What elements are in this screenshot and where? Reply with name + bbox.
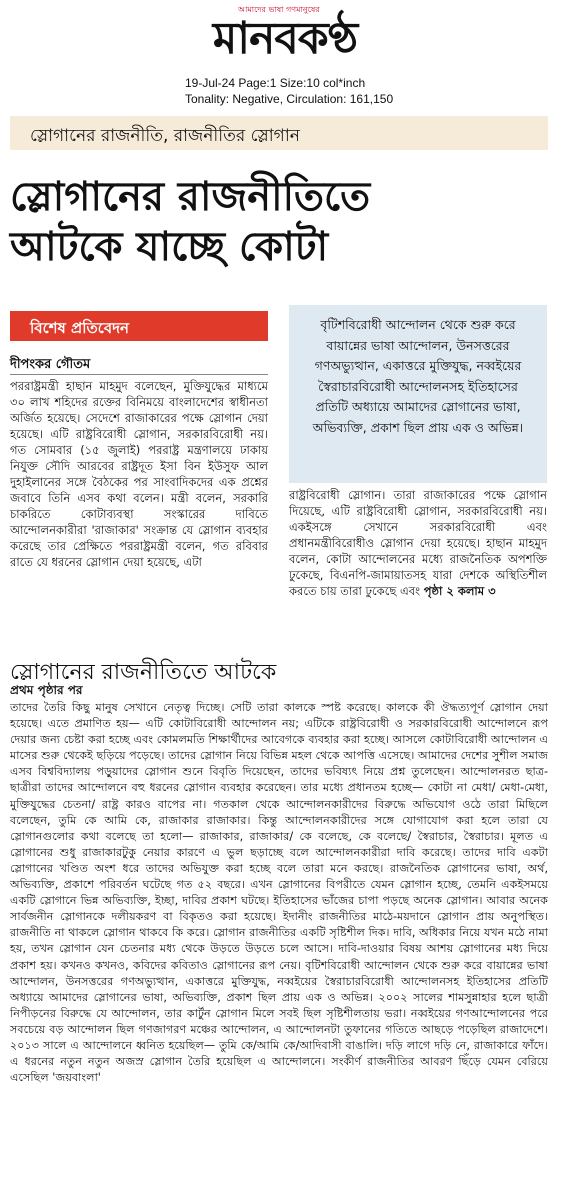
pull-quote-box xyxy=(289,305,547,483)
continuation-body: তাদের তৈরি কিছু মানুষ সেখানে নেতৃত্ব দিচ্ছে। সেটি তারা কালকে স্পষ্ট করেছে। কালকে কী ঔদ্ধত্যপূর্ণ স্লোগান দেয়া হয়েছে। এতে প্রমাণিত হয়— এটি কোটাবিরোধী আন্দোলন নয়; এটিকে রাষ্ট্রবিরোধী ও সরকারবিরোধী আন্দোলনে রূপ দেয়ার জন্য চেষ্টা করা হচ্ছে এবং কোমলমতি শিক্ষার্থীদের আবেগকে ব্যবহার করা হচ্ছে। আসলে কোটাবিরোধী আন্দোলন এ মাসের শুরু থেকেই ছড়িয়ে পড়েছে। তাদের স্লোগান নিয়ে বিভিন্ন মহল থেকে আপত্তি এসেছে। আমাদের দেশের সুশীল সমাজ এসব বিশ্ববিদ্যালয় পড়ুয়াদের স্লোগান শুনে বিবৃতি দিয়েছেন, তাদের ভবিষ্যৎ নিয়ে প্রশ্ন তুলেছেন। আন্দোলনরত ছাত্র-ছাত্রীরা তাদের আন্দোলনে বহু ধরনের স্লোগান ব্যবহার করেছেন। তার মধ্যে প্রধানতম হচ্ছে— কোটা না মেধা/ মেধা-মেধা, মুক্তিযুদ্ধের চেতনা/ রাষ্ট্র কারও বাপের না। গতকাল থেকে আন্দোলনকারীদের বিরুদ্ধে অভিযোগ ওঠে তারা মিছিলে বলেছেন, তুমি কে আমি কে, রাজাকার রাজাকার। কিন্তু আন্দোলনকারীদের সঙ্গে যোগাযোগ করা হলে তারা যে স্লোগানগুলোর কথা বলেছে তা হলো— রাজাকার, রাজাকার/ কে বলেছে, কে বলেছে/ স্বৈরাচার, স্বৈরাচার। মূলত এ স্লোগানের শুধু রাজাকারটুকু নেয়ার কারণে এ ভুল ছড়াচ্ছে বলে আন্দোলনকারীরা দাবি করেছে। তাদের দাবি একটা স্লোগানের খণ্ডিত অংশ ধরে তাদের অভিযুক্ত করা হচ্ছে বলে তারা মনে করছে। রাজনৈতিক স্লোগানের ভাষা, অর্থ, অভিব্যক্তি, প্রকাশে পরিবর্তন ঘটেছে গত ৫২ বছরে। এখন স্লোগানের বিপরীতে যেমন স্লোগান হচ্ছে, তেমনি একইসময়ে একটি স্লোগানে ভিন্ন অভিব্যক্তি, ইচ্ছা, দাবির প্রকাশ ঘটছে। ইতিহাসের ভাঁজের চাপা পড়ছে অনেক স্লোগান। আবার অনেক সার্বজনীন স্লোগানকে দলীয়করণ বা বিকৃতও করা হয়েছে। ইদানীং রাজনীতির মাঠে-ময়দানে স্লোগান প্রায় অনুপস্থিত। রাজনীতি না থাকলে স্লোগান থাকবে কি করে। স্লোগান রাজনীতির একটি সৃষ্টিশীল দিক। দাবি, অধিকার নিয়ে যখন মঠে নামা হয়, তখন স্লোগান যেন চেতনার মধ্য থেকে উড়তে উড়তে চলে আসে। দাবি-দাওয়ার বিষয় আশয় স্লোগানের মধ্য দিয়ে প্রকাশ হয়। কখনও কখনও, কবিদের কবিতাও স্লোগানের রূপ নেয়। বৃটিশবিরোধী আন্দোলন থেকে শুরু করে বায়ান্নের ভাষা আন্দোলন, উনসত্তরের গণঅভ্যুত্থান, একাত্তরে মুক্তিযুদ্ধ, নব্বইয়ের স্বৈরাচারবিরোধী আন্দোলনসহ ইতিহাসের প্রতিটি অধ্যায়ে আমাদের স্লোগানের ভাষা, অভিব্যক্তি, প্রকাশ ছিল প্রায় এক ও অভিন্ন। ২০০২ সালের শামসুন্নাহার হলে ছাত্রী নিপীড়নের বিরুদ্ধে যে আন্দোলন, তার কার্টুন স্লোগান মিলে সবই ছিল সৃষ্টিশীলতায় ভরা। নব্বইয়ের গণআন্দোলনের পরে সবচেয়ে বড় আন্দোলন ছিল গণজাগরণ মঞ্চের আন্দোলন, এ আন্দোলনটা তুফানের গতিতে আছড়ে পড়েছিল রাজাদেশে। ২০১৩ সালে এ আন্দোলনে ধ্বনিত হয়েছিল— তুমি কে/আমি কে/আদিবাসী বাঙালি। দড়ি লাগে দড়ি নে, রাজাকারে ফাঁদে। এ ধরনের নতুন নতুন অজস্র স্লোগান তৈরি হয়েছিল এ আন্দোলনে। সংকীর্ণ রাজনীতির আবরণ ছিঁড়ে যেমন বেরিয়ে এসেছিল 'জয়বাংলা' xyxy=(10,701,548,1085)
headline-line-2: আটকে যাচ্ছে কোটা xyxy=(10,224,329,270)
section-badge xyxy=(10,311,268,341)
headline-line-1: স্লোগানের রাজনীতিতে xyxy=(10,174,371,220)
article-headline xyxy=(10,172,540,272)
clip-meta-tonality: Tonality: Negative, Circulation: 161,150 xyxy=(185,92,394,106)
clip-meta-date-size: 19-Jul-24 Page:1 Size:10 col*inch xyxy=(185,76,366,90)
byline-divider xyxy=(10,374,268,375)
pull-quote-text: বৃটিশবিরোধী আন্দোলন থেকে শুরু করে বায়ান্নের ভাষা আন্দোলন, উনসত্তরের গণঅভ্যুত্থান, একাত্তরে মুক্তিযুদ্ধ, নব্বইয়ের স্বৈরাচারবিরোধী আন্দোলনসহ ইতিহাসের প্রতিটি অধ্যায়ে আমাদের স্লোগানের ভাষা, অভিব্যক্তি, প্রকাশ ছিল প্রায় এক ও অভিন্ন। xyxy=(312,317,524,435)
masthead-tagline: আমাদের ভাষা গণমানুষের xyxy=(238,5,320,14)
article-column-2 xyxy=(289,487,547,599)
byline: দীপংকর গৌতম xyxy=(10,357,91,372)
kicker-text: স্লোগানের রাজনীতি, রাজনীতির স্লোগান xyxy=(30,126,300,146)
continuation-headline: স্লোগানের রাজনীতিতে আটকে xyxy=(10,660,277,685)
kicker-banner xyxy=(10,116,548,150)
article-column-1: পররাষ্ট্রমন্ত্রী হাছান মাহমুদ বলেছেন, মুক্তিযুদ্ধের মাধ্যমে ৩০ লাখ শহিদের রক্তের বিনিময়ে বাংলাদেশের স্বাধীনতা অর্জিত হয়েছে। সেদেশে রাজাকারের পক্ষে স্লোগান দেয়া হয়েছে। এটি রাষ্ট্রবিরোধী স্লোগান, সরকারবিরোধী নয়। গত সোমবার (১৫ জুলাই) পররাষ্ট্র মন্ত্রণালয়ে ঢাকায় নিযুক্ত সৌদি আরবের রাষ্ট্রদূত ইসা বিন ইউসুফ আল দুহাইলানের সঙ্গে বৈঠকের পর সাংবাদিকদের এক প্রশ্নের জবাবে তিনি এসব কথা বলেন। মন্ত্রী বলেন, সরকারি চাকরিতে কোটাব্যবস্থা সংস্কারের দাবিতে আন্দোলনকারীরা 'রাজাকার' সংক্রান্ত যে স্লোগান ব্যবহার করেছে তার প্রেক্ষিতে পররাষ্ট্রমন্ত্রী বলেন, গত রবিবার রাতে যে ধরনের স্লোগান দেয়া হয়েছে, এটা xyxy=(10,379,268,569)
column-2-text: রাষ্ট্রবিরোধী স্লোগান। তারা রাজাকারের পক্ষে স্লোগান দিয়েছে, এটি রাষ্ট্রবিরোধী স্লোগান, সরকারবিরোধী নয়। একইসঙ্গে সেখানে সরকারবিরোধী এবং প্রধানমন্ত্রীবিরোধীও স্লোগান দেয়া হয়েছে। হাছান মাহমুদ বলেন, কোটা আন্দোলনের মধ্যে রাজনৈতিক অপশক্তি ঢুকেছে, বিএনপি-জামায়াতসহ যারা দেশকে অস্থিতিশীল করতে চায় তারা ঢুকেছে এবং xyxy=(289,488,547,598)
newspaper-logo: মানবকণ্ঠ xyxy=(212,13,358,64)
newspaper-masthead xyxy=(150,2,420,68)
continued-from-label: প্রথম পৃষ্ঠার পর xyxy=(10,683,83,697)
section-label: বিশেষ প্রতিবেদন xyxy=(30,319,129,337)
jump-reference: পৃষ্ঠা ২ কলাম ৩ xyxy=(423,584,496,598)
